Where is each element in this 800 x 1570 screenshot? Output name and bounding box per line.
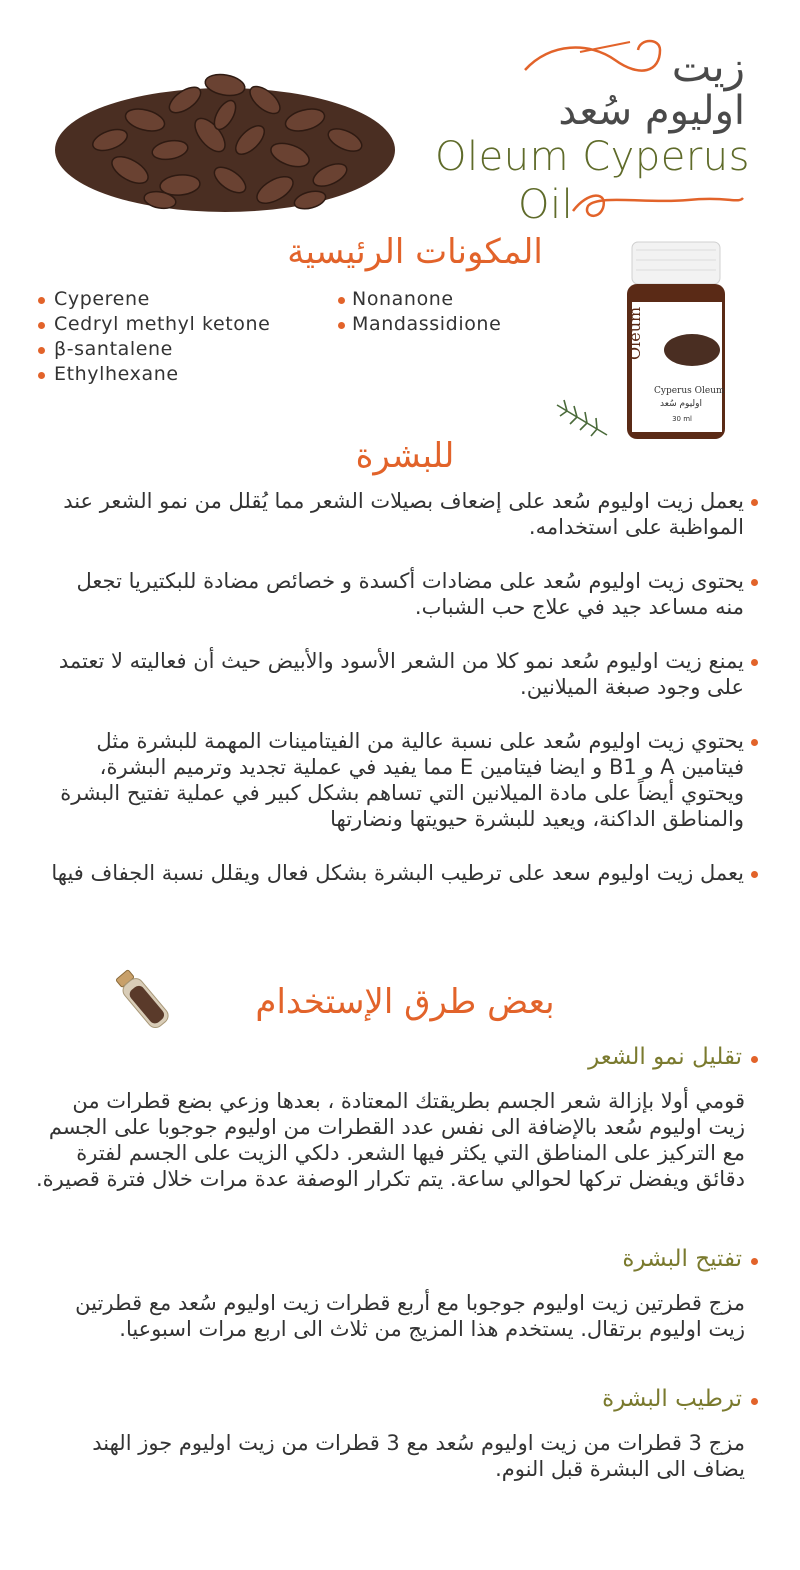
usage-text-skin-moisturizing: مزج 3 قطرات من زيت اوليوم سُعد مع 3 قطرات من زيت اوليوم جوز الهند يضاف الى البشرة قبل النوم. [92, 1431, 745, 1481]
skin-benefit-item: يحتوى زيت اوليوم سُعد على مضادات أكسدة و خصائص مضادة للبكتيريا تجعل منه مساعد جيد في علاج حب الشباب. [43, 568, 758, 620]
skin-benefit-item: يحتوي زيت اوليوم سُعد على نسبة عالية من الفيتامينات المهمة للبشرة مثل فيتامين A و B1 و ايضا فيتامين E مما يفيد في عملية تجديد وترميم البشرة، ويحتوي أيضاً على مادة الميلانين التي تساهم بشكل كبير في عملية تفتيح البشرة والمناطق الداكنة، ويعيد للبشرة حيويتها ونضارتها [43, 728, 758, 832]
usage-heading-skin-lightening: تفتيح البشرة [622, 1246, 758, 1272]
ingredient-item: Ethylhexane [36, 362, 270, 387]
skin-section-title: للبشرة [355, 436, 455, 476]
ingredient-item: β-santalene [36, 337, 270, 362]
usage-heading-skin-moisturizing: ترطيب البشرة [602, 1386, 758, 1412]
skin-benefit-item: يمنع زيت اوليوم سُعد نمو كلا من الشعر الأسود والأبيض حيث أن فعاليته لا تعتمد على وجود صبغة الميلانين. [43, 648, 758, 700]
ingredient-item: Nonanone [338, 287, 501, 312]
title-arabic-line1: زيت [671, 42, 745, 91]
ingredients-list-col2 [338, 287, 501, 337]
cyperus-seeds-image [50, 40, 400, 220]
bottle-brand: Oleum [625, 306, 644, 360]
ingredients-list-col1 [36, 287, 270, 387]
bottle-name-en: Cyperus Oleum [654, 386, 725, 396]
decorative-swirl-bottom [568, 186, 748, 226]
usage-heading-hair-reduction: تقليل نمو الشعر [588, 1044, 758, 1070]
usage-section-title: بعض طرق الإستخدام [255, 982, 555, 1022]
usage-text-hair-reduction: قومي أولا بإزالة شعر الجسم بطريقتك المعتادة ، بعدها وزعي بضع قطرات من زيت اوليوم سُعد بالإضافة الى نفس عدد القطرات من اوليوم جوجوبا على الجسم مع التركيز على المناطق التي يكثر فيها الشعر. دلكي الزيت على الجسم لفترة دقائق ويفضل تركها لحوالي ساعة. يتم تكرار الوصفة عدة مرات خلال فترة قصيرة. [35, 1089, 745, 1191]
ingredients-title: المكونات الرئيسية [287, 232, 543, 272]
ingredient-item: Mandassidione [338, 312, 501, 337]
title-arabic-line2: اوليوم سُعد [558, 88, 745, 134]
title-english-line2: Oil [518, 182, 574, 228]
skin-benefits-list [43, 488, 758, 886]
seed-vial-image [108, 965, 178, 1035]
bottle-volume: 30 ml [672, 415, 692, 423]
ingredient-item: Cyperene [36, 287, 270, 312]
skin-benefit-item: يعمل زيت اوليوم سُعد على إضعاف بصيلات الشعر مما يُقلل من نمو الشعر عند المواظبة على استخدامه. [43, 488, 758, 540]
skin-benefit-item: يعمل زيت اوليوم سعد على ترطيب البشرة بشكل فعال ويقلل نسبة الجفاف فيها [43, 860, 758, 886]
decorative-swirl-top [520, 32, 670, 82]
herb-sprig-icon [557, 400, 607, 436]
product-bottle-image [552, 240, 732, 445]
usage-text-skin-lightening: مزج قطرتين زيت اوليوم جوجوبا مع أربع قطرات زيت اوليوم سُعد مع قطرتين زيت اوليوم برتقال. يستخدم هذا المزيج من ثلاث الى اربع مرات اسبوعيا. [75, 1291, 745, 1341]
ingredient-item: Cedryl methyl ketone [36, 312, 270, 337]
bottle-name-ar: اوليوم سُعد [660, 399, 702, 409]
title-english-line1: Oleum Cyperus [435, 134, 750, 180]
